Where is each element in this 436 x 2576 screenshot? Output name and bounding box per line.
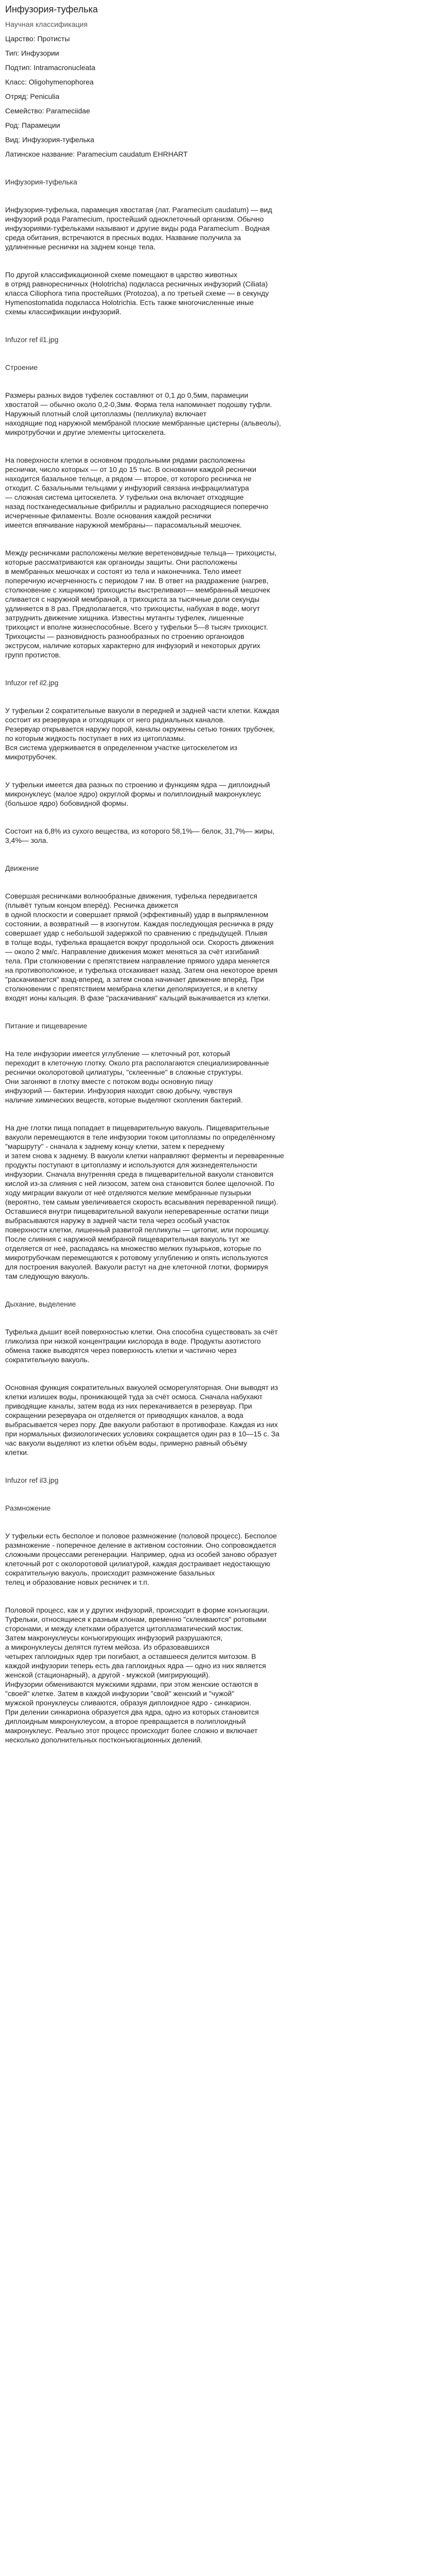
intro-paragraph: Инфузория-туфелька, парамеция хвостатая (лат. Paramecium caudatum) — вид инфузорий рода Paramecium, простейший одноклеточный организм. Обычно инфузориями-туфельками называют и другие виды рода Paramecium . Водная среда обитания, встречаются в пресных водах. Название получила за удлиненные реснички на заднем конце тела. — [5, 206, 272, 251]
taxonomy-item: Царство: Протисты — [5, 35, 70, 43]
section-heading-feeding: Питание и пищеварение — [5, 1022, 88, 1030]
taxonomy-item: Отряд: Peniculia — [5, 92, 60, 100]
section-heading-structure: Строение — [5, 363, 38, 371]
taxonomy-item: Тип: Инфузории — [5, 49, 59, 57]
reproduction-paragraph: Половой процесс, как и у других инфузорий, происходит в форме конъюгации. Туфельки, относящиеся к разным клонам, временно "склеиваются" ротовыми сторонами, и между клетками образуется цитоплазматический мостик. Затем макронуклеусы конъюгирующих инфузорий разрушаются, а микронуклеусы делятся путем мейоза. Из образовавшихся четырех гаплоидных ядер три погибают, а оставшееся делится митозом. В каждой инфузории теперь есть два гаплоидных ядра — одно из них является женской (стационарный), а другой - мужской (мигрирующий). Инфузории обмениваются мужскими ядрами, при этом женские остаются в "своей" клетке. Затем в каждой инфузории "свой" женский и "чужой" мужской пронуклеусы сливаются, образуя диплоидное ядро - синкарион. При делении синкариона образуется два ядра, одно из которых становится диплоидным микронуклеусом, а второе превращается в полиплоидный макронуклеус. Реально этот процесс происходит более сложно и включает несколько дополнительных постконъюгационных делений. — [5, 1606, 270, 1744]
structure-paragraph: У туфельки 2 сократительные вакуоли в передней и задней части клетки. Каждая состоит из резервуара и отходящих от него радиальных каналов. Резервуар открывается наружу порой, каналы окружены сетью тонких трубочек, по которым жидкость поступает в них из цитоплазмы. Вся система удерживается в определенном участке цитоскелетом из микротрубочек. — [5, 706, 280, 761]
taxonomy-list — [5, 34, 431, 164]
subtitle: Инфузория-туфелька — [5, 178, 77, 186]
structure-paragraph: Состоит на 6,8% из сухого вещества, из которого 58,1%— белок, 31,7%— жиры, 3,4%— зола. — [5, 827, 275, 844]
structure-paragraph: Размеры разных видов туфелек составляют от 0,1 до 0,5мм, парамеции хвостатой — обычно около 0,2-0,3мм. Форма тела напоминает подошву туфли. Наружный плотный слой цитоплазмы (пелликула) включает находящие под наружной мембраной плоские мембранные цистерны (альвеолы), микротрубочки и другие элементы цитоскелета. — [5, 391, 281, 436]
taxonomy-item: Латинское название: Paramecium caudatum EHRHART — [5, 150, 188, 158]
section-heading-reproduction: Размножение — [5, 1504, 51, 1512]
image-placeholder: Infuzor ref il1.jpg — [5, 335, 59, 344]
image-placeholder: Infuzor ref il3.jpg — [5, 1476, 59, 1484]
taxonomy-item: Вид: Инфузория-туфелька — [5, 135, 95, 144]
classification-paragraph: По другой классификационной схеме помещают в царство животных в отряд равноресничных (Holotricha) подкласса ресничных инфузорий (Ciliata) класса Ciliophora типа простейших (Protozoa), а по третьей схеме — в секунду Hymenostomatida подкласса Holotrichia. Есть также многочисленные иные схемы классификации инфузорий. — [5, 270, 269, 316]
structure-paragraph: Между ресничками расположены мелкие веретеновидные тельца— трихоцисты, которые рассматриваются как органоиды защиты. Они расположены в мембранных мешочках и состоят из тела и наконечника. Тело имеет поперечную исчерченность с периодом 7 нм. В ответ на раздражение (нагрев, столкновение с хищником) трихоцисты выстреливают— мембранный мешочек сливается с наружной мембраной, а трихоциста за тысячные доли секунды удлиняется в 8 раз. Предполагается, что трихоцисты, набухая в воде, могут затруднить движение хищника. Известны мутанты туфелек, лишенные трихоцист и вполне жизнеспособные. Всего у туфельки 5—8 тысяч трихоцист. Трихоцисты — разновидность разнообразных по строению органоидов экструсом, наличие которых характерно для инфузорий и некоторых других групп протистов. — [5, 549, 277, 659]
excretion-paragraph: Основная функция сократительных вакуолей осморегуляторная. Они выводят из клетки излишек воды, проникающей туда за счёт осмоса. Сначала набухают приводящие каналы, затем вода из них перекачивается в резервуар. При сокращении резервуара он отделяется от приводящих каналов, а вода выбрасывается через пору. Две вакуоли работают в противофазе. Каждая из них при нормальных физиологических условиях сокращается один раз в 10—15 с. За час вакуоли выделяют из клетки объём воды, примерно равный объёму клетки. — [5, 1383, 280, 1456]
feeding-paragraph: На дне глотки пища попадает в пищеварительную вакуоль. Пищеварительные вакуоли перемещаются в теле инфузории током цитоплазмы по определённому "маршруту" - сначала к заднему концу клетки, затем к переднему и затем снова к заднему. В вакуоли клетки направляют ферменты и переваренные продукты поступают в цитоплазму и используются для жизнедеятельности инфузории. Сначала внутренняя среда в пищеварительной вакуоли становится кислой из-за слияния с ней лизосом, затем она становится более щелочной. По ходу миграции вакуоли от неё отделяются мелкие мембранные пузырьки (вероятно, тем самым увеличивается скорость всасывания переваренной пищи). Оставшиеся внутри пищеварительной вакуоли непереваренные остатки пищи выбрасываются наружу в задней части тела через особый участок поверхности клетки, лишенный развитой пелликулы — цитопиг, или порошицу. После слияния с наружной мембраной пищеварительная вакуоль тут же отделяется от неё, распадаясь на множество мелких пузырьков, которые по микротрубочкам перемещаются к ротовому углублению и опять используются для построения вакуолей. Вакуоли растут на дне клеточной глотки, формируя там следующую вакуоль. — [5, 1124, 284, 1280]
taxonomy-item: Класс: Oligohymenophorea — [5, 78, 94, 86]
structure-paragraph: На поверхности клетки в основном продольными рядами расположены реснички, число которых — от 10 до 15 тыс. В основании каждой реснички находится базальное тельце, а рядом — второе, от которого ресничка не отходит. С базальными тельцами у инфузорий связана инфрацилиатура — сложная система цитоскелета. У туфельки она включает отходящие назад постканедесмальные фибриллы и радиально расходящиеся поперечно исчерченные филаменты. Возле основания каждой реснички имеется впячивание наружной мембраны— парасомальный мешочек. — [5, 456, 269, 529]
taxonomy-heading: Научная классификация — [5, 20, 88, 28]
page-title: Инфузория-туфелька — [5, 4, 98, 14]
section-heading-movement: Движение — [5, 864, 39, 872]
taxonomy-item: Подтип: Intramacronucleata — [5, 63, 96, 72]
excretion-paragraph: Туфелька дышит всей поверхностью клетки. Она способна существовать за счёт гликолиза при низкой концентрации кислорода в воде. Продукты азотистого обмена также выводятся через поверхность клетки и частично через сократительную вакуоль. — [5, 1328, 278, 1364]
taxonomy-item: Семейство: Parameciidae — [5, 107, 90, 115]
movement-paragraph: Совершая ресничками волнообразные движения, туфелька передвигается (плывёт тупым концом вперёд). Ресничка движется в одной плоскости и совершает прямой (эффективный) удар в выпрямленном состоянии, а возвратный — в изогнутом. Каждая последующая ресничка в ряду совершает удар с небольшой задержкой по сравнению с предыдущей. Плывя в толще воды, туфелька вращается вокруг продольной оси. Скорость движения — около 2 мм/с. Направление движения может меняться за счёт изгибаний тела. При столкновении с препятствием направление прямого удара меняется на противоположное, и туфелька отскакивает назад. Затем она некоторое время "раскачивается" взад-вперед, а затем снова начинает движение вперёд. При столкновении с препятствием мембрана клетки деполяризуется, и в клетку входят ионы кальция. В фазе "раскачивания" кальций выкачивается из клетки. — [5, 892, 278, 1002]
structure-paragraph: У туфельки имеется два разных по строению и функциям ядра — диплоидный микронуклеус (малое ядро) округлой формы и полиплоидный макронуклеус (большое ядро) бобовидной формы. — [5, 781, 270, 807]
feeding-paragraph: На теле инфузории имеется углубление — клеточный рот, который переходит в клеточную глотку. Около рта располагаются специализированные реснички околоротовой цилиатуры, "склеенные" в сложные структуры. Они загоняют в глотку вместе с потоком воды основную пищу инфузорий — бактерии. Инфузория находит свою добычу, чувствуя наличие химических веществ, которые выделяют скопления бактерий. — [5, 1049, 269, 1104]
taxonomy-item: Род: Парамеции — [5, 121, 60, 129]
reproduction-paragraph: У туфельки есть бесполое и половое размножение (половой процесс). Бесполое размножение - поперечное деление в активном состоянии. Оно сопровождается сложными процессами регенерации. Например, одна из особей заново образует клеточный рот с околоротовой цилиатурой, каждая достраивает недостающую сократительную вакуоль, происходит размножение базальных телец и образование новых ресничек и т.п. — [5, 1532, 277, 1586]
section-heading-excretion: Дыхание, выделение — [5, 1300, 76, 1308]
image-placeholder: Infuzor ref il2.jpg — [5, 679, 59, 687]
